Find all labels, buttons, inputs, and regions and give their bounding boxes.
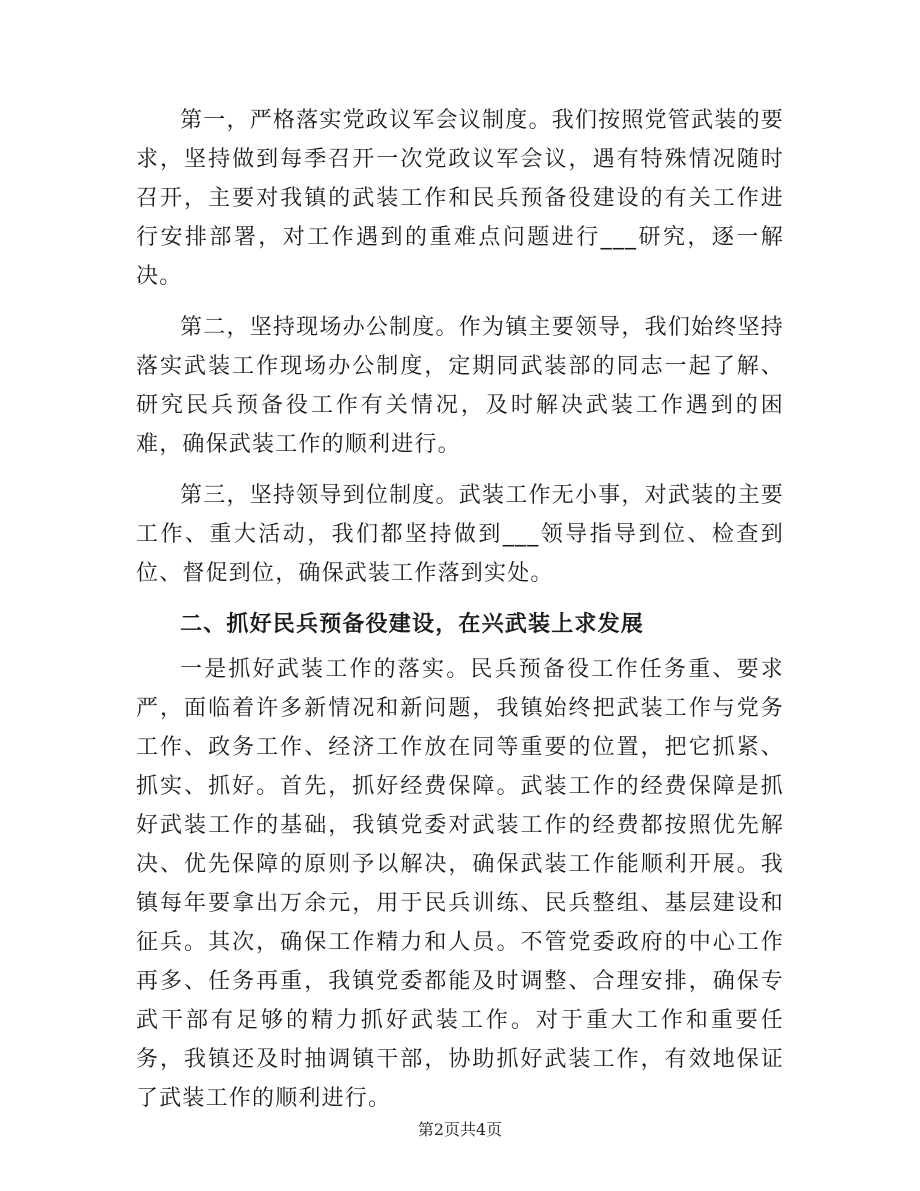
- paragraph-2: 第二，坚持现场办公制度。作为镇主要领导，我们始终坚持落实武装工作现场办公制度，定期同武装部的同志一起了解、研究民兵预备役工作有关情况，及时解决武装工作遇到的困难，确保武装工作的顺利进行。: [136, 315, 784, 457]
- document-body: [136, 101, 784, 1118]
- paragraph-4: 一是抓好武装工作的落实。民兵预备役工作任务重、要求严，面临着许多新情况和新问题，我镇始终把武装工作与党务工作、政务工作、经济工作放在同等重要的位置，把它抓紧、抓实、抓好。首先，抓好经费保障。武装工作的经费保障是抓好武装工作的基础，我镇党委对武装工作的经费都按照优先解决、优先保障的原则予以解决，确保武装工作能顺利开展。我镇每年要拿出万余元，用于民兵训练、民兵整组、基层建设和征兵。其次，确保工作精力和人员。不管党委政府的中心工作再多、任务再重，我镇党委都能及时调整、合理安排，确保专武干部有足够的精力抓好武装工作。对于重大工作和重要任务，我镇还及时抽调镇干部，协助抓好武装工作，有效地保证了武装工作的顺利进行。: [136, 657, 784, 1111]
- paragraph-1: 第一，严格落实党政议军会议制度。我们按照党管武装的要求，坚持做到每季召开一次党政议军会议，遇有特殊情况随时召开，主要对我镇的武装工作和民兵预备役建设的有关工作进行安排部署，对工作遇到的重难点问题进行___研究，逐一解决。: [136, 108, 784, 289]
- page-number: 第2页共4页: [417, 1120, 503, 1139]
- section-heading: 二、抓好民兵预备役建设，在兴武装上求发展: [180, 612, 645, 637]
- paragraph-3: 第三，坚持领导到位制度。武装工作无小事，对武装的主要工作、重大活动，我们都坚持做到___领导指导到位、检查到位、督促到位，确保武装工作落到实处。: [136, 483, 784, 586]
